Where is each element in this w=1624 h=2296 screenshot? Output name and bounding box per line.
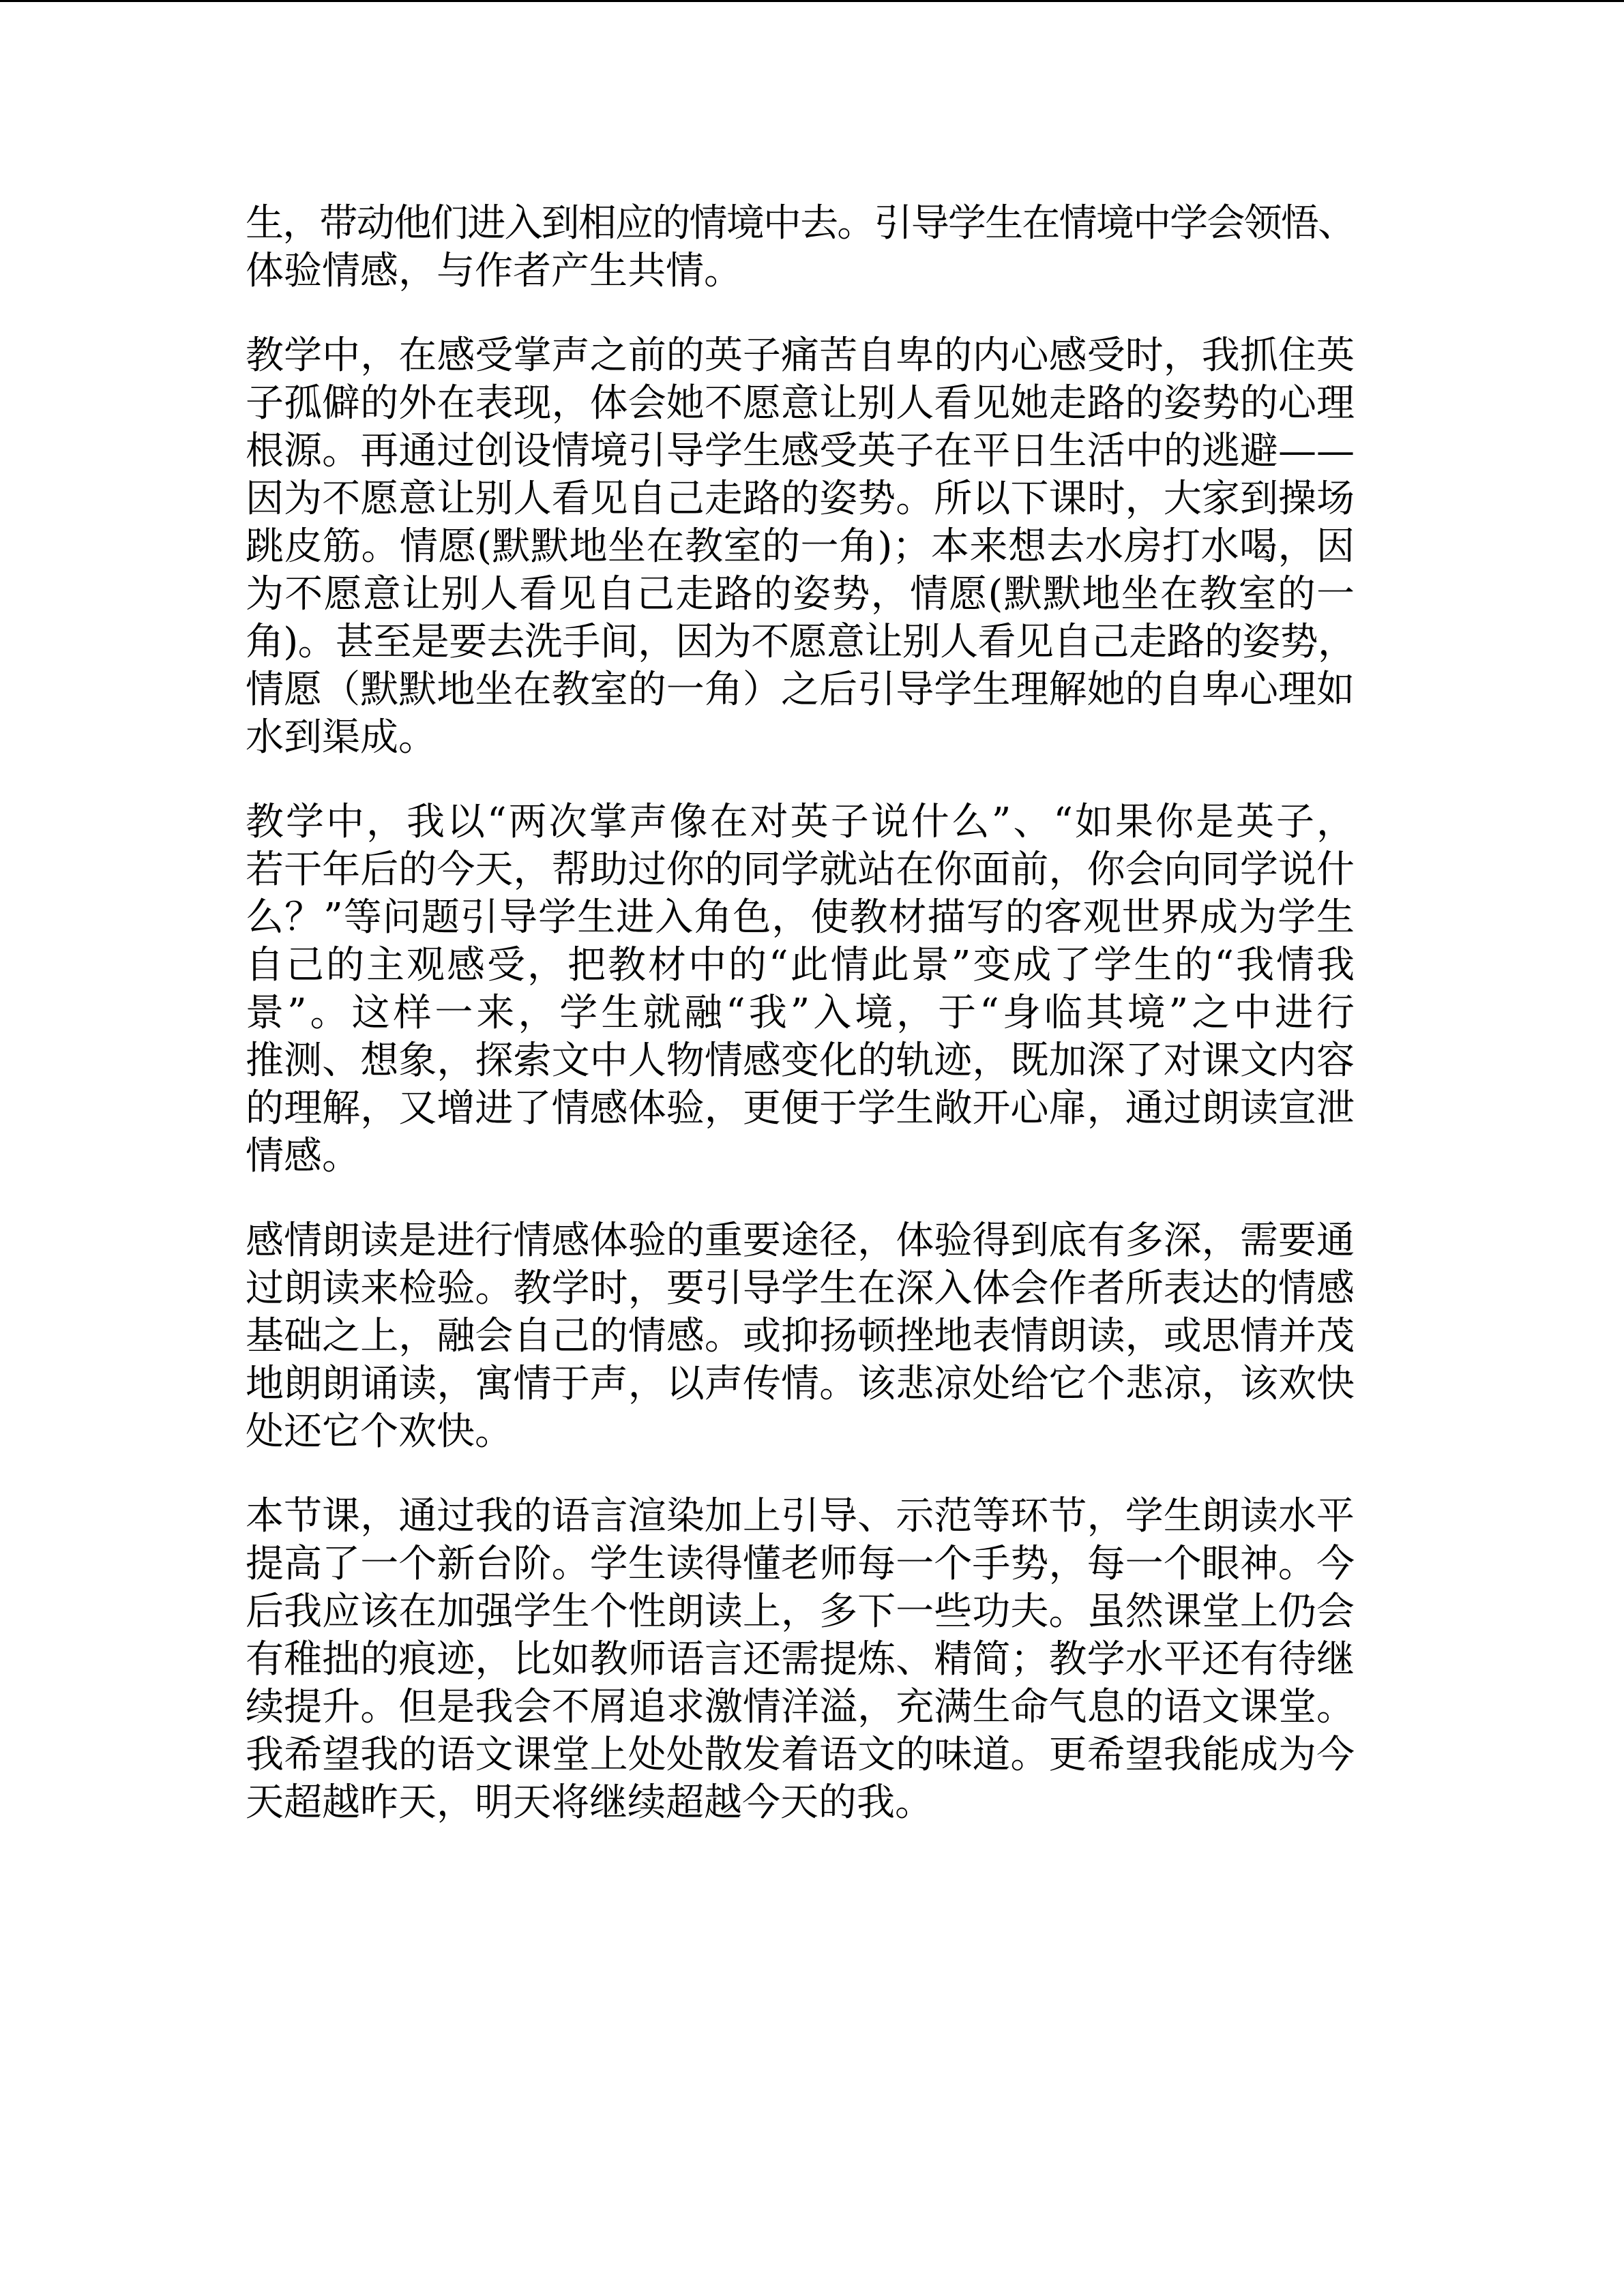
text-line: 跳皮筋。情愿(默默地坐在教室的一角)；本来想去水房打水喝，因 (246, 524, 1355, 569)
text-line: 情愿（默默地坐在教室的一角）之后引导学生理解她的自卑心理如 (246, 668, 1355, 712)
text-line: 体验情感，与作者产生共情。 (246, 249, 742, 293)
text-line: 续提升。但是我会不屑追求激情洋溢，充满生命气息的语文课堂。 (246, 1685, 1355, 1729)
text-line: 感情朗读是进行情感体验的重要途径，体验得到底有多深，需要通 (246, 1219, 1355, 1263)
text-line: 处还它个欢快。 (246, 1410, 513, 1454)
paragraph (246, 200, 1355, 295)
document-body (246, 200, 1355, 1864)
text-line: 因为不愿意让别人看见自己走路的姿势。所以下课时，大家到操场 (246, 477, 1355, 521)
text-line: 么？”等问题引导学生进入角色，使教材描写的客观世界成为学生 (246, 895, 1355, 940)
text-line: 我希望我的语文课堂上处处散发着语文的味道。更希望我能成为今 (246, 1733, 1355, 1777)
text-line: 角)。甚至是要去洗手间，因为不愿意让别人看见自己走路的姿势， (246, 620, 1355, 664)
paragraph (246, 332, 1355, 762)
text-line: 基础之上，融会自己的情感。或抑扬顿挫地表情朗读，或思情并茂 (246, 1314, 1355, 1358)
text-line: 水到渠成。 (246, 715, 437, 760)
text-line: 提高了一个新台阶。学生读得懂老师每一个手势，每一个眼神。今 (246, 1542, 1355, 1586)
text-line: 根源。再通过创设情境引导学生感受英子在平日生活中的逃避—— (246, 429, 1355, 473)
text-line: 自己的主观感受，把教材中的“此情此景”变成了学生的“我情我 (246, 943, 1355, 987)
text-line: 推测、想象，探索文中人物情感变化的轨迹，既加深了对课文内容 (246, 1039, 1355, 1083)
text-line: 情感。 (246, 1134, 360, 1178)
text-line: 教学中，在感受掌声之前的英子痛苦自卑的内心感受时，我抓住英 (246, 333, 1355, 378)
text-line: 生，带动他们进入到相应的情境中去。引导学生在情境中学会领悟、 (246, 201, 1355, 245)
text-line: 教学中，我以“两次掌声像在对英子说什么”、“如果你是英子， (246, 800, 1355, 844)
text-line: 过朗读来检验。教学时，要引导学生在深入体会作者所表达的情感 (246, 1266, 1355, 1311)
text-line: 本节课，通过我的语言渲染加上引导、示范等环节，学生朗读水平 (246, 1494, 1355, 1538)
paragraph (246, 1493, 1355, 1827)
text-line: 有稚拙的痕迹，比如教师语言还需提炼、精简；教学水平还有待继 (246, 1637, 1355, 1682)
text-line: 天超越昨天，明天将继续超越今天的我。 (246, 1780, 933, 1825)
text-line: 景”。这样一来，学生就融“我”入境，于“身临其境”之中进行 (246, 991, 1355, 1035)
paragraph (246, 799, 1355, 1180)
text-line: 为不愿意让别人看见自己走路的姿势，情愿(默默地坐在教室的一 (246, 572, 1355, 616)
paragraph (246, 1217, 1355, 1456)
text-line: 的理解，又增进了情感体验，更便于学生敞开心扉，通过朗读宣泄 (246, 1086, 1355, 1131)
text-line: 地朗朗诵读，寓情于声，以声传情。该悲凉处给它个悲凉，该欢快 (246, 1362, 1355, 1406)
text-line: 子孤僻的外在表现，体会她不愿意让别人看见她走路的姿势的心理 (246, 381, 1355, 426)
text-line: 后我应该在加强学生个性朗读上，多下一些功夫。虽然课堂上仍会 (246, 1590, 1355, 1634)
page-top-border (0, 0, 1624, 2)
text-line: 若干年后的今天，帮助过你的同学就站在你面前，你会向同学说什 (246, 848, 1355, 892)
